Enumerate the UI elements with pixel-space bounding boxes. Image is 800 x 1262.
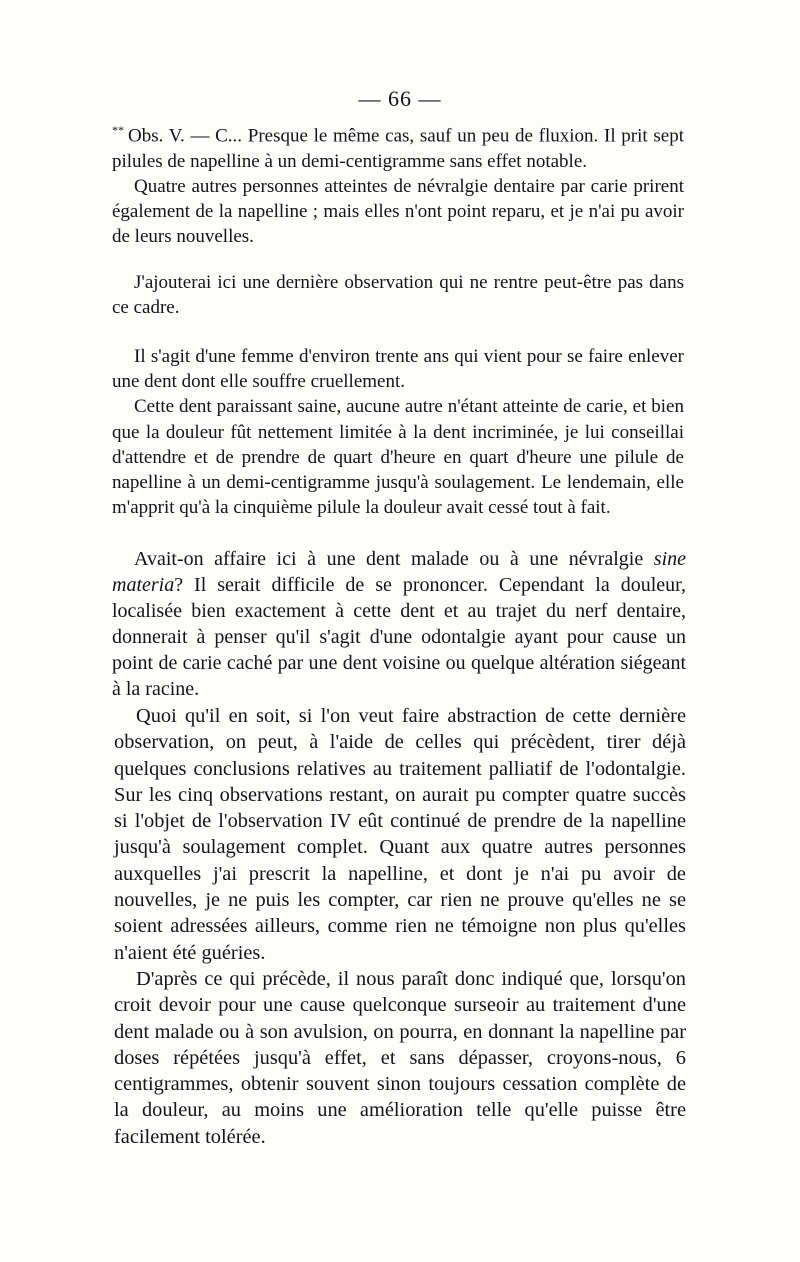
discussion-section xyxy=(112,546,686,702)
additional-observation-section xyxy=(112,270,684,320)
observation-text: Obs. V. — C... Presque le même cas, sauf un peu de fluxion. Il prit sept pilules de napelline à un demi-centigramme sans effet notable. xyxy=(112,125,684,172)
other-patients-paragraph: Quatre autres personnes atteintes de névralgie dentaire par carie prirent également de la napelline ; mais elles n'ont point reparu, et je n'ai pu avoir de leurs nouvelles. xyxy=(112,175,684,248)
conclusion-section xyxy=(114,703,686,1150)
conclusion-paragraph: Quoi qu'il en soit, si l'on veut faire abstraction de cette dernière observation, on peut, à l'aide de celles qui précèdent, tirer déjà quelques conclusions relatives au traitement palliatif de l'odontalgie. Sur les cinq observations restant, on aurait pu compter quatre succès si l'objet de l'observation IV eût continué de prendre de la napelline jusqu'à soulagement complet. Quant aux quatre autres personnes auxquelles j'ai prescrit la napelline, et dont je n'ai pu avoir de nouvelles, je ne puis les compter, car rien ne prouve qu'elles ne se soient adressées ailleurs, comme rien ne témoigne non plus qu'elles n'aient été guéries. xyxy=(114,705,686,964)
final-paragraph: D'après ce qui précède, il nous paraît donc indiqué que, lorsqu'on croit devoir pour une cause quelconque surseoir au traitement d'une dent malade ou à son avulsion, on pourra, en donnant la napelline par doses répétées jusqu'à effet, et sans dépasser, croyons-nous, 6 centigrammes, obtenir souvent sinon toujours cessation complète de la douleur, au moins une amélioration telle qu'elle puisse être facilement tolérée. xyxy=(114,967,686,1148)
observation-section xyxy=(112,118,684,249)
page-number: — 66 — xyxy=(358,86,442,111)
footnote-mark: ** xyxy=(112,123,124,137)
italic-term: sine materia xyxy=(112,548,686,596)
case-paragraph: Il s'agit d'une femme d'environ trente ans qui vient pour se faire enlever une dent dont elle souffre cruellement. xyxy=(112,346,684,393)
case-details-paragraph: Cette dent paraissant saine, aucune autre n'étant atteinte de carie, et bien que la douleur fût nettement limitée à la dent incriminée, je lui conseillai d'attendre et de prendre de quart d'heure en quart d'heure une pilule de napelline à un demi-centigramme jusqu'à soulagement. Le lendemain, elle m'apprit qu'à la cinquième pilule la douleur avait cessé tout à fait. xyxy=(112,396,684,519)
discussion-paragraph: Avait-on affaire ici à une dent malade ou à une névralgie sine materia? Il serait difficile de se prononcer. Cependant la douleur, localisée bien exactement à cette dent et au trajet du nerf dentaire, donnerait à penser qu'il s'agit d'une odontalgie ayant pour cause un point de carie caché par une dent voisine ou quelque altération siégeant à la racine. xyxy=(112,548,686,700)
case-section xyxy=(112,344,684,520)
intro-paragraph: J'ajouterai ici une dernière observation qui ne rentre peut-être pas dans ce cadre. xyxy=(112,272,684,319)
observation-paragraph xyxy=(112,118,684,174)
